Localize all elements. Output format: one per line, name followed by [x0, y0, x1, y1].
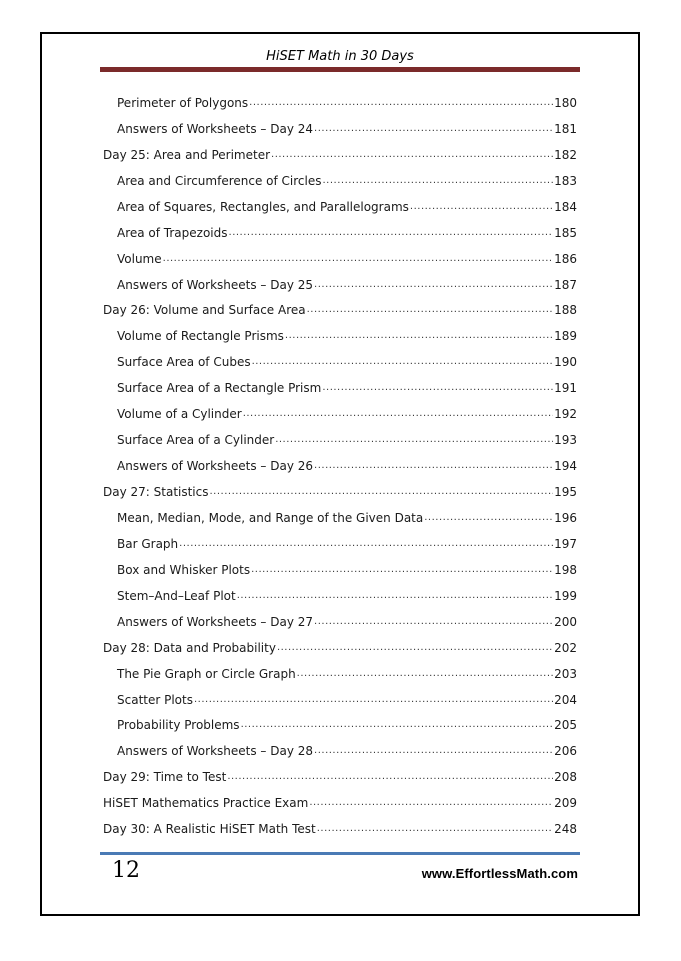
toc-entry[interactable]	[103, 401, 577, 427]
toc-entry[interactable]	[103, 453, 577, 479]
dot-leader	[314, 122, 553, 136]
toc-entry-label: Day 29: Time to Test	[103, 770, 227, 785]
toc-entry-label: Volume of Rectangle Prisms	[117, 329, 284, 344]
toc-entry-label: Day 27: Statistics	[103, 485, 209, 500]
running-header-title: HiSET Math in 30 Days	[266, 49, 414, 64]
toc-entry-page: 183	[554, 173, 577, 188]
toc-entry-page: 205	[554, 718, 577, 733]
dot-leader	[241, 718, 554, 732]
toc-entry[interactable]	[103, 90, 577, 116]
toc-entry-page: 200	[554, 614, 577, 629]
toc-entry-label: Surface Area of a Cylinder	[117, 433, 275, 448]
toc-entry[interactable]	[103, 168, 577, 194]
dot-leader	[307, 303, 553, 317]
toc-entry-page: 208	[554, 770, 577, 785]
dot-leader	[271, 148, 553, 162]
toc-entry-label: Area of Squares, Rectangles, and Parallelograms	[117, 199, 409, 214]
toc-entry-page: 195	[554, 485, 577, 500]
toc-entry-page: 248	[554, 822, 577, 837]
toc-entry[interactable]	[103, 298, 577, 324]
dot-leader	[179, 537, 553, 551]
dot-leader	[323, 174, 554, 188]
toc-entry-label: Day 30: A Realistic HiSET Math Test	[103, 822, 316, 837]
dot-leader	[314, 459, 553, 473]
toc-entry[interactable]	[103, 427, 577, 453]
toc-entry-label: Answers of Worksheets – Day 26	[117, 459, 314, 474]
header-rule	[100, 67, 580, 72]
dot-leader	[252, 355, 554, 369]
toc-entry-label: Day 25: Area and Perimeter	[103, 147, 271, 162]
toc-entry-page: 192	[554, 407, 577, 422]
dot-leader	[314, 615, 553, 629]
toc-entry[interactable]	[103, 609, 577, 635]
toc-entry-label: HiSET Mathematics Practice Exam	[103, 796, 309, 811]
toc-entry-label: Probability Problems	[117, 718, 240, 733]
toc-entry-page: 184	[554, 199, 577, 214]
toc-entry[interactable]	[103, 713, 577, 739]
dot-leader	[314, 278, 553, 292]
toc-entry-page: 194	[554, 459, 577, 474]
toc-entry[interactable]	[103, 272, 577, 298]
toc-entry-page: 186	[554, 251, 577, 266]
toc-entry-label: Volume of a Cylinder	[117, 407, 242, 422]
dot-leader	[251, 563, 553, 577]
toc-entry-label: Answers of Worksheets – Day 25	[117, 277, 314, 292]
dot-leader	[237, 589, 553, 603]
toc-entry-label: Day 26: Volume and Surface Area	[103, 303, 306, 318]
toc-entry[interactable]	[103, 557, 577, 583]
toc-entry[interactable]	[103, 661, 577, 687]
toc-entry-page: 202	[554, 640, 577, 655]
toc-entry[interactable]	[103, 687, 577, 713]
toc-entry-label: Day 28: Data and Probability	[103, 640, 276, 655]
toc-entry-label: Bar Graph	[117, 536, 179, 551]
toc-entry-label: The Pie Graph or Circle Graph	[117, 666, 296, 681]
toc-entry-page: 180	[554, 95, 577, 110]
toc-entry-label: Answers of Worksheets – Day 28	[117, 744, 314, 759]
toc-entry-page: 182	[554, 147, 577, 162]
toc-entry-page: 198	[554, 562, 577, 577]
toc-entry-page: 187	[554, 277, 577, 292]
toc-entry[interactable]	[103, 479, 577, 505]
toc-entry-page: 188	[554, 303, 577, 318]
toc-entry-label: Volume	[117, 251, 162, 266]
toc-entry-page: 193	[554, 433, 577, 448]
dot-leader	[210, 485, 554, 499]
toc-entry[interactable]	[103, 583, 577, 609]
toc-entry-page: 185	[554, 225, 577, 240]
toc-entry-label: Box and Whisker Plots	[117, 562, 251, 577]
toc-entry-label: Answers of Worksheets – Day 24	[117, 121, 314, 136]
toc-entry[interactable]	[103, 116, 577, 142]
toc-entry-label: Perimeter of Polygons	[117, 95, 249, 110]
dot-leader	[314, 744, 553, 758]
toc-entry-page: 190	[554, 355, 577, 370]
dot-leader	[317, 822, 553, 836]
table-of-contents	[103, 90, 577, 842]
toc-entry-page: 196	[554, 510, 577, 525]
dot-leader	[249, 96, 553, 110]
dot-leader	[277, 641, 553, 655]
toc-entry[interactable]	[103, 220, 577, 246]
toc-entry-label: Area of Trapezoids	[117, 225, 228, 240]
toc-entry-label: Stem–And–Leaf Plot	[117, 588, 236, 603]
toc-entry[interactable]	[103, 194, 577, 220]
dot-leader	[194, 693, 553, 707]
toc-entry-page: 203	[554, 666, 577, 681]
toc-entry-label: Area and Circumference of Circles	[117, 173, 322, 188]
toc-entry-page: 209	[554, 796, 577, 811]
toc-entry-label: Scatter Plots	[117, 692, 193, 707]
toc-entry-label: Mean, Median, Mode, and Range of the Given Data	[117, 510, 424, 525]
toc-entry[interactable]	[103, 323, 577, 349]
toc-entry-page: 204	[554, 692, 577, 707]
dot-leader	[424, 511, 553, 525]
toc-entry[interactable]	[103, 738, 577, 764]
dot-leader	[285, 329, 553, 343]
website-link[interactable]: www.EffortlessMath.com	[421, 866, 578, 881]
toc-entry-page: 197	[554, 536, 577, 551]
toc-entry-label: Surface Area of Cubes	[117, 355, 251, 370]
dot-leader	[410, 200, 553, 214]
toc-entry-page: 199	[554, 588, 577, 603]
dot-leader	[227, 770, 553, 784]
footer-rule	[100, 852, 580, 855]
dot-leader	[275, 433, 553, 447]
toc-entry-page: 181	[554, 121, 577, 136]
toc-entry-page: 189	[554, 329, 577, 344]
toc-entry[interactable]	[103, 375, 577, 401]
toc-entry-label: Answers of Worksheets – Day 27	[117, 614, 314, 629]
toc-entry[interactable]	[103, 531, 577, 557]
dot-leader	[229, 226, 554, 240]
dot-leader	[309, 796, 553, 810]
page-number: 12	[112, 858, 140, 883]
toc-entry[interactable]	[103, 505, 577, 531]
dot-leader	[243, 407, 553, 421]
toc-entry[interactable]	[103, 790, 577, 816]
toc-entry[interactable]	[103, 246, 577, 272]
toc-entry[interactable]	[103, 764, 577, 790]
toc-entry[interactable]	[103, 349, 577, 375]
toc-entry[interactable]	[103, 142, 577, 168]
toc-entry[interactable]	[103, 635, 577, 661]
dot-leader	[322, 381, 553, 395]
toc-entry[interactable]	[103, 816, 577, 842]
toc-entry-label: Surface Area of a Rectangle Prism	[117, 381, 322, 396]
dot-leader	[163, 252, 553, 266]
toc-entry-page: 191	[554, 381, 577, 396]
dot-leader	[297, 667, 553, 681]
toc-entry-page: 206	[554, 744, 577, 759]
